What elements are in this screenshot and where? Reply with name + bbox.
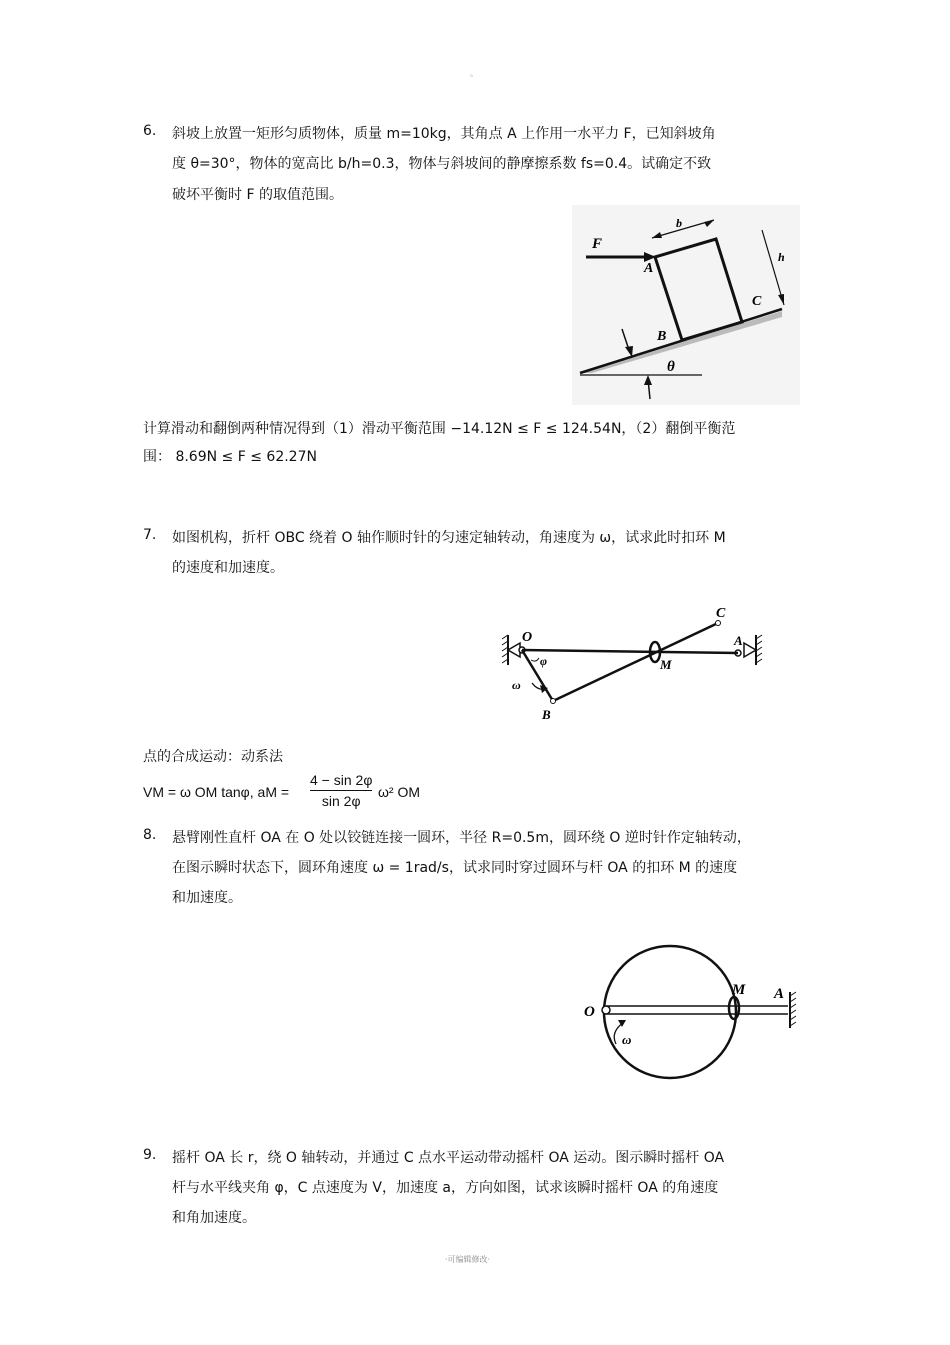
problem-6-answer-line-1: 计算滑动和翻倒两种情况得到（1）滑动平衡范围 −14.12N ≤ F ≤ 124.54N，（2）翻倒平衡范 (143, 421, 736, 437)
problem-6-answer-line-2: 围： 8.69N ≤ F ≤ 62.27N (143, 449, 317, 465)
problem-7-answer-title: 点的合成运动：动系法 (143, 749, 283, 765)
problem-7-number: 7. (143, 527, 157, 543)
label-A: A (734, 633, 743, 648)
label-O: O (522, 630, 533, 645)
problem-6-number: 6. (143, 123, 157, 139)
label-O: O (584, 1004, 595, 1020)
problem-8-line-3: 和加速度。 (172, 890, 242, 906)
problem-6-line-1: 斜坡上放置一矩形匀质物体，质量 m=10kg，其角点 A 上作用一水平力 F，已知斜坡角 (172, 126, 716, 142)
formula-denominator: sin 2φ (321, 793, 361, 809)
ring-rod-figure (580, 940, 805, 1090)
problem-6-line-3: 破坏平衡时 F 的取值范围。 (172, 187, 343, 203)
formula-fraction (310, 772, 372, 809)
label-M: M (732, 982, 746, 998)
pivot-O (602, 1006, 610, 1014)
rod-BC (553, 623, 718, 701)
problem-9-line-3: 和角加速度。 (172, 1210, 256, 1226)
label-C: C (716, 606, 726, 621)
problem-7-line-2: 的速度和加速度。 (172, 560, 284, 576)
formula-right: ω² OM (378, 784, 421, 800)
problem-8-number: 8. (143, 827, 157, 843)
label-F: F (592, 236, 603, 252)
label-C: C (752, 294, 762, 309)
problem-8-line-1: 悬臂刚性直杆 OA 在 O 处以铰链连接一圆环，半径 R=0.5m，圆环绕 O 逆时针作定轴转动， (172, 830, 751, 846)
problem-9-number: 9. (143, 1147, 157, 1163)
formula-numerator: 4 − sin 2φ (310, 772, 373, 788)
footer-note: ·可编辑修改· (445, 1255, 491, 1264)
ring (604, 946, 736, 1078)
problem-9-line-2: 杆与水平线夹角 φ，C 点速度为 V，加速度 a，方向如图，试求该瞬时摇杆 OA 的角速度 (172, 1180, 719, 1196)
label-omega: ω (512, 678, 521, 692)
label-omega: ω (622, 1032, 632, 1047)
label-A: A (774, 986, 785, 1002)
label-B: B (542, 707, 551, 722)
label-theta: θ (667, 359, 675, 375)
formula-left: VM = ω OM tanφ, aM = (143, 784, 290, 800)
label-h: h (778, 250, 785, 264)
problem-8-line-2: 在图示瞬时状态下，圆环角速度 ω = 1rad/s，试求同时穿过圆环与杆 OA 的扣环 M 的速度 (172, 860, 738, 876)
label-b: b (676, 216, 682, 230)
label-B: B (657, 329, 667, 344)
incline-block-figure (572, 205, 800, 405)
problem-7-line-1: 如图机构，折杆 OBC 绕着 O 轴作顺时针的匀速定轴转动，角速度为 ω，试求此时扣环 M (172, 530, 726, 546)
problem-9-line-1: 摇杆 OA 长 r，绕 O 轴转动，并通过 C 点水平运动带动摇杆 OA 运动。图示瞬时摇杆 OA (172, 1150, 725, 1166)
rod-OB (522, 650, 553, 701)
label-M: M (660, 657, 672, 672)
label-A: A (644, 261, 654, 276)
rod-OA (522, 650, 738, 653)
bent-rod-mechanism-figure (498, 603, 768, 728)
header-dot: 。 (470, 69, 478, 78)
problem-6-line-2: 度 θ=30°，物体的宽高比 b/h=0.3，物体与斜坡间的静摩擦系数 fs=0.4。试确定不致 (172, 156, 712, 172)
label-phi: φ (540, 654, 548, 668)
